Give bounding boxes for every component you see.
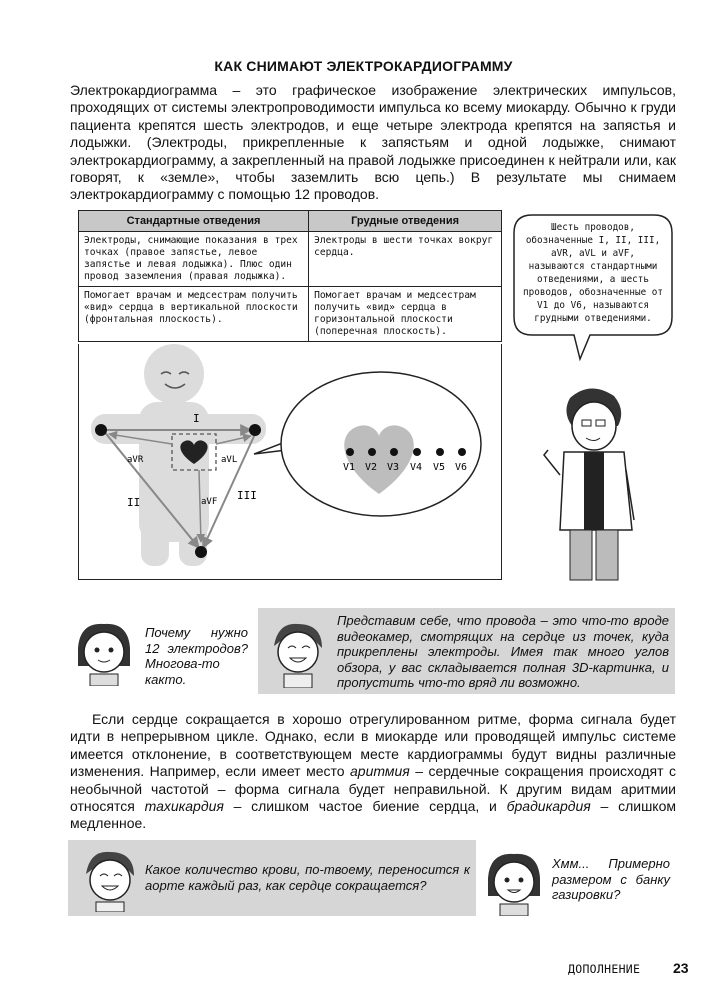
lead-label: aVL [221, 455, 238, 465]
boy-avatar [264, 618, 332, 693]
dialog2-question: Какое количество крови, по-твоему, переносится к аорте каждый раз, как сердце сокращается? [145, 862, 470, 893]
dialog2-answer: Хмм... Примерно размером с банку газировки? [552, 856, 670, 902]
chest-lead-label: V3 [387, 462, 400, 473]
lead-label: aVR [127, 455, 144, 465]
para2-text: Если сердце сокращается в хорошо отрегулированном ритме, форма сигнала будет идти в непрерывном цикле. Однако, если в миокарде или проводящей импульс системе имеется отклонение, в соответствующем месте кардиограммы будут видны различные изменения. Например, если имеет место [70, 711, 676, 780]
dialog1-question: Почему нужно 12 электродов? Многова-то както. [145, 625, 248, 687]
ecg-leads-figure [78, 344, 502, 580]
doctor-bubble-text: Шесть проводов, обозначенные I, II, III, aVR, aVL и aVF, называются стандартными отведениями, а шесть проводов, обозначенные от V1 до V6, называются грудными отведениями. [523, 222, 663, 324]
term-arrhythmia: аритмия [350, 763, 410, 780]
boy-avatar [76, 846, 142, 917]
table-cell: Помогает врачам и медсестрам получить «вид» сердца в горизонтальной плоскости (поперечная плоскость). [309, 287, 502, 342]
footer-section: ДОПОЛНЕНИЕ [568, 962, 641, 976]
lead-label: I [193, 412, 200, 425]
table-cell: Помогает врачам и медсестрам получить «вид» сердца в вертикальной плоскости (фронтальная плоскость). [79, 287, 309, 342]
chest-lead-label: V4 [410, 462, 423, 473]
body-silhouette [91, 344, 266, 566]
doctor-speech-bubble [512, 213, 674, 339]
table-cell: Электроды, снимающие показания в трех точках (правое запястье, левое запястье и левая лодыжка). Плюс один провод заземления (правая лодыжка). [79, 232, 309, 287]
para2-text: – слишком медленное. [70, 798, 677, 832]
intro-text: Электрокардиограмма – это графическое изображение электрических импульсов, проходящих от системы электропроводимости импульса ко всему миокарду. Обычно к груди пациента крепятся шесть электродов, и еще четыре электрода крепятся на запястья и лодыжки. (Электроды, прикрепленные к запястьям и одной лодыжке, снимают электрокардиограмму, а закрепленный на правой лодыжке присоединен к нейтрали или, как говорят, к «земле», чтобы заземлить всю цепь.) В результате мы снимаем электрокардиограмму с помощью 12 проводов. [70, 82, 676, 203]
chest-lead-label: V1 [343, 462, 356, 473]
intro-paragraph [70, 82, 676, 204]
electrode-left-leg [195, 546, 207, 558]
page-number: 23 [673, 960, 689, 976]
girl-avatar [480, 848, 548, 921]
leads-table [78, 210, 502, 342]
chest-lead-label: V2 [365, 462, 378, 473]
chest-lead-label: V6 [455, 462, 468, 473]
dialog1-answer: Представим себе, что провода – это что-то вроде видеокамер, смотрящих на сердце из точек, куда прикреплены электроды. Имея так много углов обзора, у вас складывается полная 3D-картинка, и пропустить что-то вряд ли возможно. [337, 613, 669, 690]
para2-text: – сердечные сокращения происходят с необычной частотой – форма сигнала будет неправильной. К другим видам аритмии относятся [70, 763, 676, 815]
lead-label: II [127, 496, 141, 509]
chest-lead-label: V5 [433, 462, 446, 473]
page-title: КАК СНИМАЮТ ЭЛЕКТРОКАРДИОГРАММУ [214, 58, 513, 74]
electrode-left-arm [249, 424, 261, 436]
arrhythmia-paragraph [70, 711, 676, 833]
table-header-standard: Стандартные отведения [79, 211, 309, 232]
chest-view-bubble [254, 372, 481, 516]
table-header-chest: Грудные отведения [309, 211, 502, 232]
para2-text: – слишком частое биение сердца, и [223, 798, 507, 815]
doctor-illustration [530, 380, 650, 590]
doctor-character [530, 380, 650, 590]
table-cell: Электроды в шести точках вокруг сердца. [309, 232, 502, 287]
girl-avatar [70, 618, 138, 691]
figure-illustration [79, 344, 503, 580]
term-bradycardia: брадикардия [506, 798, 591, 815]
lead-label: aVF [201, 497, 218, 507]
term-tachycardia: тахикардия [144, 798, 224, 815]
electrode-right-arm [95, 424, 107, 436]
lead-label: III [237, 489, 257, 502]
